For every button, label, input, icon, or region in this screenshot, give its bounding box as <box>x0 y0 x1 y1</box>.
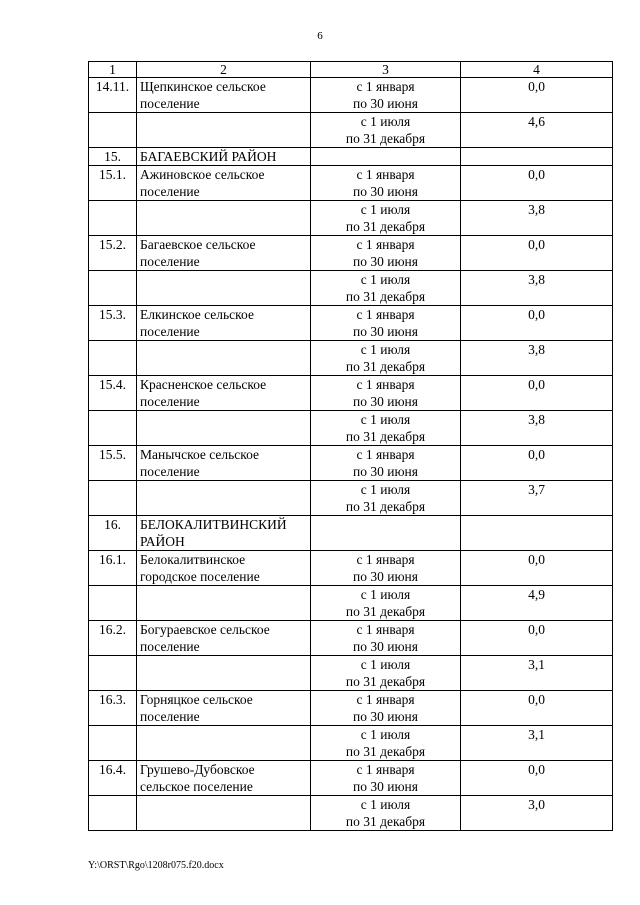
settlement-name-line: Багаевское сельское <box>140 237 256 252</box>
period-end: по 30 июня <box>353 639 418 654</box>
period-start: с 1 января <box>356 692 415 707</box>
period <box>311 271 461 306</box>
value: 3,8 <box>461 201 613 236</box>
period <box>311 411 461 446</box>
period-end: по 30 июня <box>353 324 418 339</box>
settlement-period-row <box>89 656 613 691</box>
value: 4,6 <box>461 113 613 148</box>
settlement-period-row <box>89 376 613 411</box>
period <box>311 551 461 586</box>
period <box>311 481 461 516</box>
settlement-period-row <box>89 586 613 621</box>
empty-cell <box>89 796 137 831</box>
empty-cell <box>137 796 311 831</box>
period-end: по 31 декабря <box>345 429 426 444</box>
period <box>311 78 461 113</box>
period-start: с 1 января <box>356 622 415 637</box>
settlement-name <box>137 306 311 341</box>
period-end: по 31 декабря <box>345 814 426 829</box>
settlement-period-row <box>89 306 613 341</box>
settlement-name <box>137 446 311 481</box>
period <box>311 201 461 236</box>
period-start: с 1 января <box>356 79 415 94</box>
settlement-name-line: Горняцкое сельское <box>140 692 253 707</box>
period <box>311 446 461 481</box>
period-end: по 30 июня <box>353 254 418 269</box>
period-start: с 1 января <box>356 167 415 182</box>
row-number: 15.4. <box>89 376 137 411</box>
period-start: с 1 июля <box>360 272 411 287</box>
value: 3,8 <box>461 271 613 306</box>
value: 3,0 <box>461 796 613 831</box>
period-end: по 31 декабря <box>345 744 426 759</box>
row-number: 16.2. <box>89 621 137 656</box>
value: 3,1 <box>461 656 613 691</box>
period <box>311 761 461 796</box>
row-number: 14.11. <box>89 78 137 113</box>
period-start: с 1 июля <box>360 412 411 427</box>
settlement-period-row <box>89 796 613 831</box>
empty-cell <box>137 726 311 761</box>
period <box>311 691 461 726</box>
settlement-period-row <box>89 691 613 726</box>
row-number: 15.5. <box>89 446 137 481</box>
settlement-period-row <box>89 201 613 236</box>
period-end: по 30 июня <box>353 184 418 199</box>
period-end: по 31 декабря <box>345 219 426 234</box>
row-number: 15.3. <box>89 306 137 341</box>
settlement-period-row <box>89 411 613 446</box>
period-end: по 30 июня <box>353 394 418 409</box>
empty-cell <box>89 481 137 516</box>
settlement-name-line: Грушево-Дубовское <box>140 762 255 777</box>
settlement-name-line: поселение <box>140 709 200 724</box>
period-end: по 31 декабря <box>345 499 426 514</box>
empty-cell <box>137 341 311 376</box>
empty-cell <box>137 586 311 621</box>
empty-cell <box>89 201 137 236</box>
period-end: по 30 июня <box>353 464 418 479</box>
settlement-name-line: поселение <box>140 394 200 409</box>
value: 0,0 <box>461 691 613 726</box>
period <box>311 656 461 691</box>
settlement-name <box>137 551 311 586</box>
settlement-period-row <box>89 481 613 516</box>
period <box>311 236 461 271</box>
empty-cell <box>137 656 311 691</box>
period-end: по 31 декабря <box>345 359 426 374</box>
table-body <box>89 62 613 831</box>
empty-cell <box>89 113 137 148</box>
settlement-period-row <box>89 551 613 586</box>
value: 0,0 <box>461 236 613 271</box>
period-end: по 31 декабря <box>345 131 426 146</box>
period <box>311 341 461 376</box>
value: 0,0 <box>461 551 613 586</box>
period-end: по 30 июня <box>353 779 418 794</box>
period-start: с 1 июля <box>360 587 411 602</box>
period-start: с 1 января <box>356 237 415 252</box>
period-end: по 31 декабря <box>345 674 426 689</box>
settlement-period-row <box>89 726 613 761</box>
settlement-name-line: поселение <box>140 96 200 111</box>
period-end: по 30 июня <box>353 96 418 111</box>
period-end: по 31 декабря <box>345 604 426 619</box>
settlement-name-line: поселение <box>140 184 200 199</box>
header-col-3: 3 <box>311 62 461 78</box>
settlement-name-line: Елкинское сельское <box>140 307 254 322</box>
settlement-name-line: поселение <box>140 639 200 654</box>
settlement-period-row <box>89 621 613 656</box>
value: 3,1 <box>461 726 613 761</box>
settlement-name <box>137 691 311 726</box>
settlement-name-line: Манычское сельское <box>140 447 260 462</box>
district-name-line: БЕЛОКАЛИТВИНСКИЙ <box>140 517 287 532</box>
row-number: 16.4. <box>89 761 137 796</box>
value: 0,0 <box>461 376 613 411</box>
empty-cell <box>137 481 311 516</box>
file-path: Y:\ORST\Rgo\1208r075.f20.docx <box>88 860 224 871</box>
settlement-name-line: Богураевское сельское <box>140 622 270 637</box>
district-name <box>137 516 311 551</box>
empty-cell <box>311 148 461 166</box>
period-start: с 1 июля <box>360 797 411 812</box>
settlement-name <box>137 761 311 796</box>
settlement-name-line: Ажиновское сельское <box>140 167 265 182</box>
period-start: с 1 июля <box>360 342 411 357</box>
period <box>311 586 461 621</box>
value: 3,7 <box>461 481 613 516</box>
settlement-name-line: городское поселение <box>140 569 260 584</box>
period-end: по 30 июня <box>353 709 418 724</box>
period-end: по 31 декабря <box>345 289 426 304</box>
header-col-4: 4 <box>461 62 613 78</box>
settlement-period-row <box>89 236 613 271</box>
empty-cell <box>89 341 137 376</box>
settlement-name <box>137 78 311 113</box>
settlement-name-line: Щепкинское сельское <box>140 79 266 94</box>
empty-cell <box>137 411 311 446</box>
value: 0,0 <box>461 166 613 201</box>
period-start: с 1 июля <box>360 114 411 129</box>
settlement-period-row <box>89 166 613 201</box>
settlement-name <box>137 166 311 201</box>
empty-cell <box>137 113 311 148</box>
period-start: с 1 января <box>356 762 415 777</box>
value: 3,8 <box>461 411 613 446</box>
empty-cell <box>89 586 137 621</box>
period <box>311 726 461 761</box>
settlement-name <box>137 236 311 271</box>
settlement-name <box>137 621 311 656</box>
value: 0,0 <box>461 446 613 481</box>
period <box>311 796 461 831</box>
period-start: с 1 июля <box>360 482 411 497</box>
empty-cell <box>311 516 461 551</box>
value: 0,0 <box>461 761 613 796</box>
district-number: 16. <box>89 516 137 551</box>
district-name-line: РАЙОН <box>140 534 185 549</box>
district-row <box>89 516 613 551</box>
district-number: 15. <box>89 148 137 166</box>
empty-cell <box>461 148 613 166</box>
settlement-name-line: поселение <box>140 464 200 479</box>
period-start: с 1 января <box>356 447 415 462</box>
empty-cell <box>89 411 137 446</box>
header-col-2: 2 <box>137 62 311 78</box>
empty-cell <box>461 516 613 551</box>
header-col-1: 1 <box>89 62 137 78</box>
value: 0,0 <box>461 78 613 113</box>
district-name-line: БАГАЕВСКИЙ РАЙОН <box>140 149 277 164</box>
period <box>311 376 461 411</box>
empty-cell <box>89 726 137 761</box>
settlement-name-line: поселение <box>140 324 200 339</box>
district-row <box>89 148 613 166</box>
value: 0,0 <box>461 306 613 341</box>
row-number: 15.2. <box>89 236 137 271</box>
settlement-name <box>137 376 311 411</box>
period-start: с 1 января <box>356 307 415 322</box>
period-end: по 30 июня <box>353 569 418 584</box>
settlement-name-line: Красненское сельское <box>140 377 267 392</box>
period <box>311 621 461 656</box>
period-start: с 1 января <box>356 377 415 392</box>
period <box>311 166 461 201</box>
settlement-name-line: Белокалитвинское <box>140 552 246 567</box>
settlement-period-row <box>89 761 613 796</box>
row-number: 16.1. <box>89 551 137 586</box>
value: 3,8 <box>461 341 613 376</box>
row-number: 15.1. <box>89 166 137 201</box>
settlement-name-line: сельское поселение <box>140 779 253 794</box>
period-start: с 1 января <box>356 552 415 567</box>
empty-cell <box>89 271 137 306</box>
empty-cell <box>137 271 311 306</box>
settlement-period-row <box>89 78 613 113</box>
period-start: с 1 июля <box>360 657 411 672</box>
district-name <box>137 148 311 166</box>
settlement-name-line: поселение <box>140 254 200 269</box>
settlement-period-row <box>89 113 613 148</box>
row-number: 16.3. <box>89 691 137 726</box>
empty-cell <box>137 201 311 236</box>
header-row <box>89 62 613 78</box>
tariff-table <box>88 61 613 831</box>
period <box>311 306 461 341</box>
period-start: с 1 июля <box>360 727 411 742</box>
value: 4,9 <box>461 586 613 621</box>
period-start: с 1 июля <box>360 202 411 217</box>
settlement-period-row <box>89 271 613 306</box>
settlement-period-row <box>89 446 613 481</box>
settlement-period-row <box>89 341 613 376</box>
value: 0,0 <box>461 621 613 656</box>
period <box>311 113 461 148</box>
empty-cell <box>89 656 137 691</box>
page-number: 6 <box>317 30 323 42</box>
